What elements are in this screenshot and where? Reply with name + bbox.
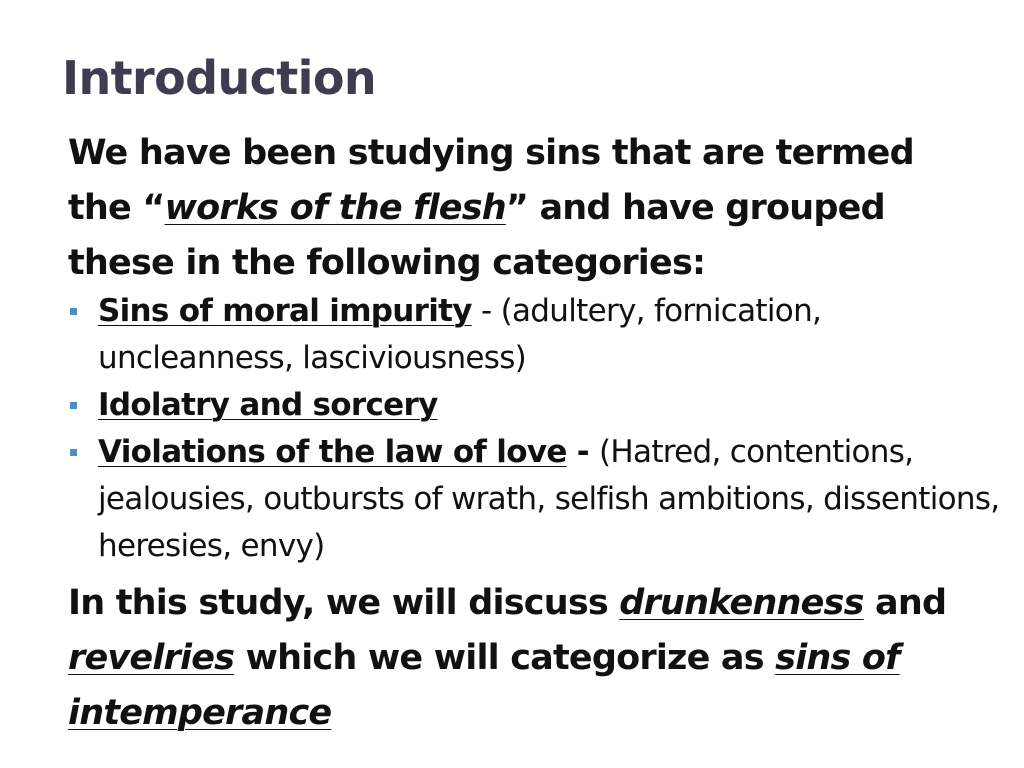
slide-title: Introduction: [62, 51, 376, 105]
term-revelries: revelries: [68, 638, 235, 678]
intro-text-end: ” and have grouped these in the following categories:: [68, 188, 885, 283]
list-item-law-of-love: [68, 429, 1008, 570]
conclusion-text-3: which we will categorize as: [234, 638, 776, 678]
square-bullet-icon: [70, 308, 77, 315]
square-bullet-icon: [70, 402, 77, 409]
conclusion-text-1: In this study, we will discuss: [68, 583, 620, 623]
bullet-heading: Violations of the law of love: [98, 434, 567, 470]
bullet-detail: (adultery, fornication, uncleanness, lasciviousness): [98, 293, 822, 376]
conclusion-text-2: and: [863, 583, 947, 623]
list-item-moral-impurity: [68, 288, 1008, 382]
intro-paragraph: [68, 126, 968, 291]
bullet-heading: Sins of moral impurity: [98, 293, 472, 329]
term-sins-of-intemperance: sins of intemperance: [68, 638, 900, 733]
category-list: [68, 288, 1008, 570]
conclusion-paragraph: [68, 576, 968, 741]
term-drunkenness: drunkenness: [619, 583, 864, 623]
intro-text-start: We have been studying sins that are termed the “: [68, 133, 914, 228]
square-bullet-icon: [70, 449, 77, 456]
bullet-separator: -: [566, 434, 600, 470]
intro-emphasis: works of the flesh: [164, 188, 506, 228]
bullet-separator: -: [471, 293, 501, 329]
bullet-detail: (Hatred, contentions, jealousies, outbursts of wrath, selfish ambitions, dissentions, heresies, envy): [98, 434, 1000, 564]
bullet-heading: Idolatry and sorcery: [98, 387, 438, 423]
list-item-idolatry: [68, 382, 1008, 429]
